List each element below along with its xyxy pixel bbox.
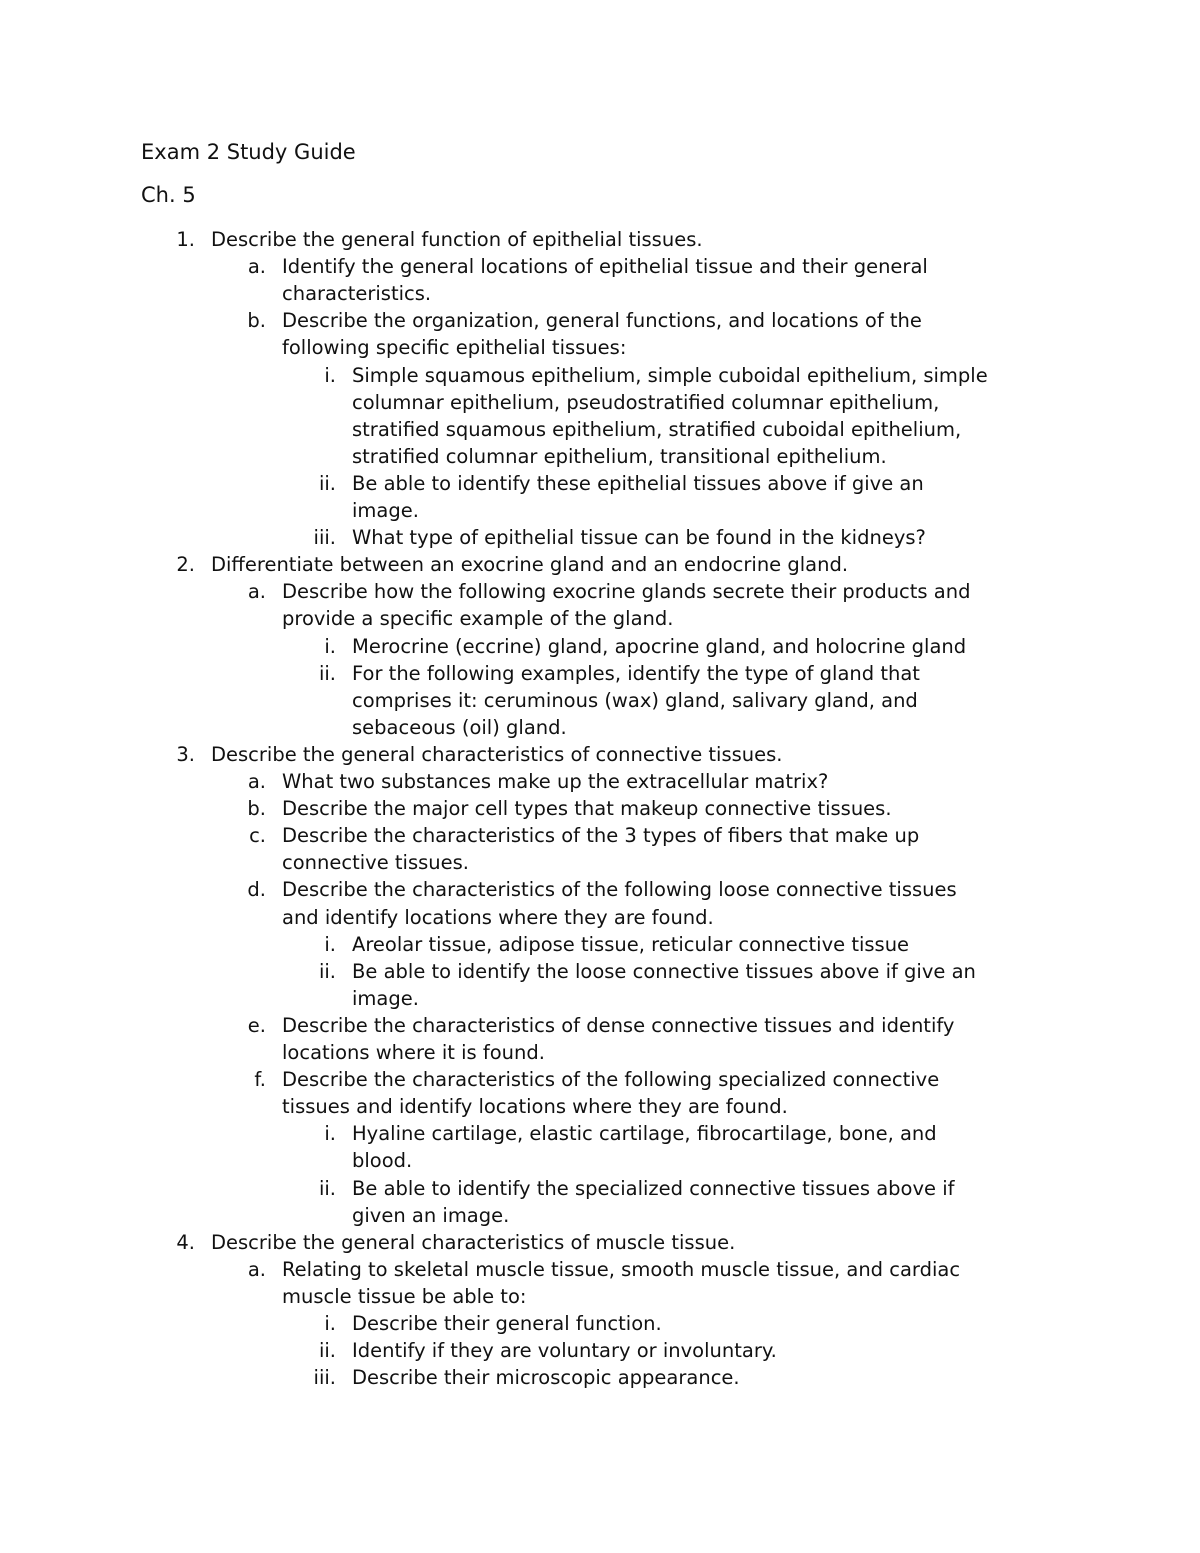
outline-item-text: Describe the characteristics of dense connective tissues and identify [282,1013,955,1037]
outline-item-text: Be able to identify these epithelial tissues above if give an [352,471,924,495]
outline-item-text: blood. [352,1149,413,1173]
outline-item-text: provide a specific example of the gland. [282,607,674,631]
outline-item-text: Describe their general function. [352,1312,662,1335]
outline-item-text: Identify the general locations of epithelial tissue and their general [282,255,928,279]
list-marker: c. [249,824,266,848]
list-marker: ii. [318,1339,336,1363]
list-marker: iii. [313,526,336,550]
outline-item-text: Describe the characteristics of the 3 types of fibers that make up [282,824,920,848]
outline-item-text: Hyaline cartilage, elastic cartilage, fibrocartilage, bone, and [352,1122,937,1146]
outline-item-text: Relating to skeletal muscle tissue, smooth muscle tissue, and cardiac [282,1257,961,1281]
list-marker: ii. [318,1176,336,1200]
outline-item-text: Identify if they are voluntary or involuntary. [352,1339,777,1363]
outline-item-text: stratified columnar epithelium, transitional epithelium. [352,444,887,468]
outline-item-text: and identify locations where they are found. [282,905,714,929]
list-marker: i. [324,1312,336,1335]
list-marker: ii. [318,471,336,495]
outline-item-text: stratified squamous epithelium, stratified cuboidal epithelium, [352,417,962,441]
list-marker: 1. [176,228,195,251]
list-marker: a. [247,770,266,793]
list-marker: ii. [318,661,336,685]
list-marker: b. [247,309,266,333]
outline-item-text: image. [352,499,419,522]
outline-item-text: comprises it: ceruminous (wax) gland, salivary gland, and [352,688,918,712]
list-marker: i. [324,1122,336,1146]
outline-item-text: Describe how the following exocrine glands secrete their products and [282,580,971,604]
outline-item-text: following specific epithelial tissues: [282,336,627,360]
page-title: Exam 2 Study Guide [141,140,356,164]
outline-item-text: Be able to identify the specialized connective tissues above if [352,1176,955,1200]
list-marker: 2. [176,553,195,577]
outline-item-text: sebaceous (oil) gland. [352,715,567,739]
list-marker: iii. [313,1366,336,1390]
outline-item-text: Describe the major cell types that makeup connective tissues. [282,797,892,821]
chapter-heading: Ch. 5 [141,183,196,207]
outline-item-text: Describe the characteristics of the following loose connective tissues [282,878,957,902]
list-marker: 3. [176,742,195,766]
outline-item-text: given an image. [352,1203,510,1227]
list-marker: a. [247,1257,266,1281]
outline-item-text: Be able to identify the loose connective tissues above if give an [352,959,976,983]
list-marker: a. [247,255,266,279]
list-marker: f. [254,1068,266,1092]
list-marker: d. [247,878,266,902]
list-marker: a. [247,580,266,604]
outline-item-text: muscle tissue be able to: [282,1284,527,1308]
outline-item-text: locations where it is found. [282,1041,545,1064]
outline-item-text: tissues and identify locations where they are found. [282,1095,788,1119]
outline-item-text: Describe the general characteristics of muscle tissue. [211,1230,736,1254]
outline-item-text: Describe the characteristics of the following specialized connective [282,1068,940,1092]
outline-item-text: Describe their microscopic appearance. [352,1366,740,1390]
list-marker: e. [247,1013,266,1037]
list-marker: ii. [318,959,336,983]
outline-item-text: What two substances make up the extracellular matrix? [282,770,829,793]
list-marker: b. [247,797,266,821]
outline-item-text: Merocrine (eccrine) gland, apocrine gland, and holocrine gland [352,634,967,658]
list-marker: i. [324,932,336,956]
outline-item-text: Areolar tissue, adipose tissue, reticular connective tissue [352,932,910,956]
outline-item-text: For the following examples, identify the type of gland that [352,661,920,685]
outline-item-text: Simple squamous epithelium, simple cuboidal epithelium, simple [352,363,988,387]
outline-item-text: What type of epithelial tissue can be found in the kidneys? [352,526,926,550]
outline-item-text: Differentiate between an exocrine gland and an endocrine gland. [211,553,849,577]
outline-item-text: Describe the general characteristics of connective tissues. [211,742,783,766]
outline-item-text: image. [352,986,419,1010]
list-marker: i. [324,634,336,658]
outline-item-text: Describe the general function of epithelial tissues. [211,228,703,251]
outline-item-text: columnar epithelium, pseudostratified columnar epithelium, [352,390,940,414]
list-marker: i. [324,363,336,387]
outline-item-text: Describe the organization, general functions, and locations of the [282,309,922,333]
list-marker: 4. [176,1230,195,1254]
outline-item-text: connective tissues. [282,851,469,875]
outline-item-text: characteristics. [282,282,432,306]
